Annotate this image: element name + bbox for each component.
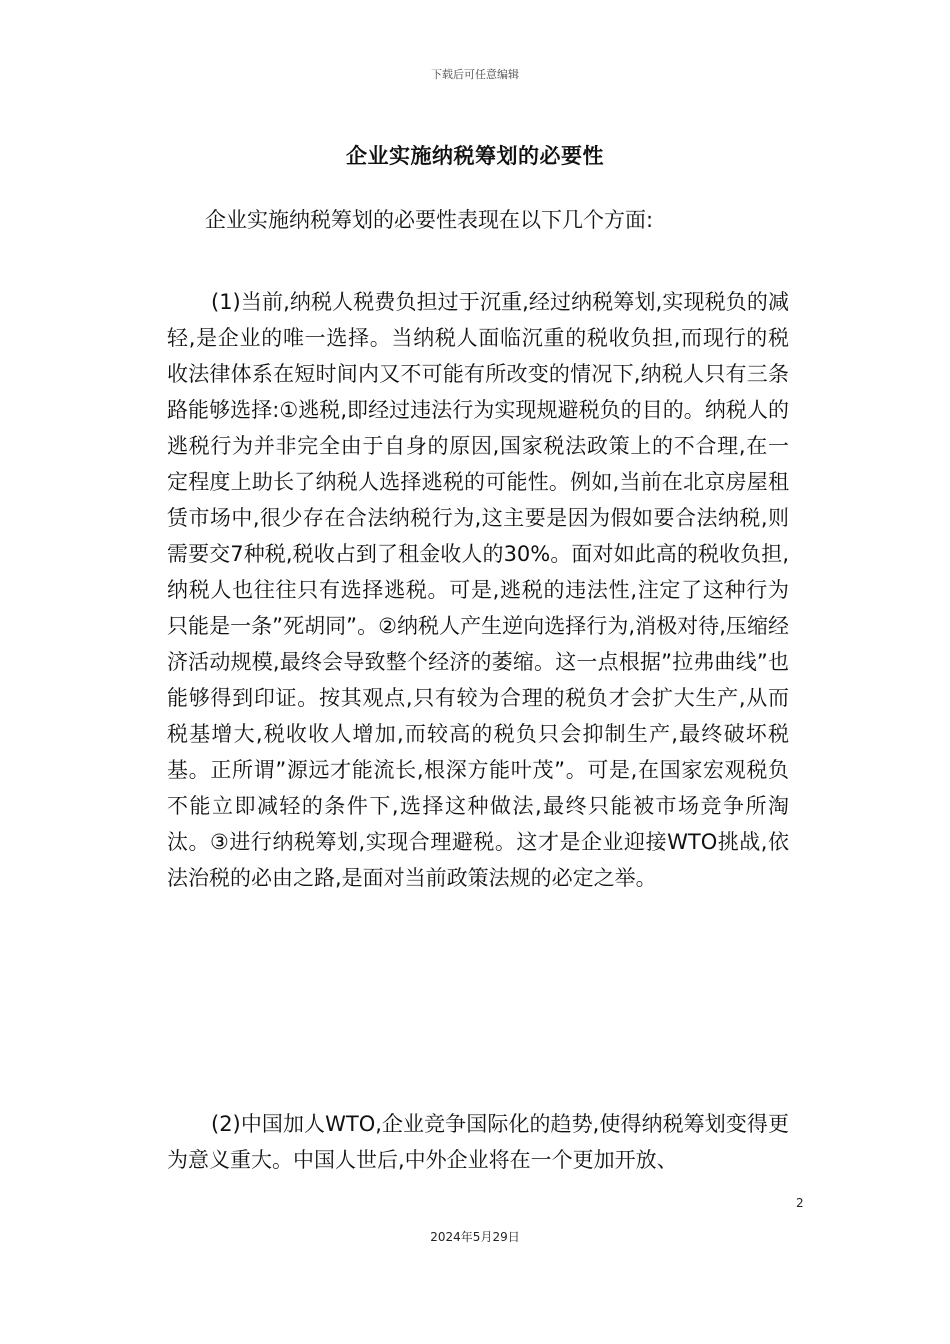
header-note: 下载后可任意编辑 [431, 68, 519, 81]
page-number: 2 [796, 1196, 804, 1210]
intro-paragraph: 企业实施纳税筹划的必要性表现在以下几个方面: [205, 208, 654, 232]
document-title: 企业实施纳税筹划的必要性 [346, 144, 604, 168]
body-paragraph-1: (1)当前,纳税人税费负担过于沉重,经过纳税筹划,实现税负的减轻,是企业的唯一选择。当纳税人面临沉重的税收负担,而现行的税收法律体系在短时间内又不可能有所改变的情况下,纳税人只有三条路能够选择:①逃税,即经过违法行为实现规避税负的目的。纳税人的逃税行为并非完全由于自身的原因,国家税法政策上的不合理,在一定程度上助长了纳税人选择逃税的可能性。例如,当前在北京房屋租赁市场中,很少存在合法纳税行为,这主要是因为假如要合法纳税,则需要交7种税,税收占到了租金收人的30%。面对如此高的税收负担,纳税人也往往只有选择逃税。可是,逃税的违法性,注定了这种行为只能是一条”死胡同”。②纳税人产生逆向选择行为,消极对待,压缩经济活动规模,最终会导致整个经济的萎缩。这一点根据”拉弗曲线”也能够得到印证。按其观点,只有较为合理的税负才会扩大生产,从而税基增大,税收收人增加,而较高的税负只会抑制生产,最终破坏税基。正所谓”源远才能流长,根深方能叶茂”。可是,在国家宏观税负不能立即减轻的条件下,选择这种做法,最终只能被市场竞争所淘汰。③进行纳税筹划,实现合理避税。这才是企业迎接WTO挑战,依法治税的必由之路,是面对当前政策法规的必定之举。 [167, 290, 789, 890]
footer-date: 2024年5月29日 [430, 1230, 520, 1244]
body-paragraph-2: (2)中国加人WTO,企业竞争国际化的趋势,使得纳税筹划变得更为意义重大。中国人世后,中外企业将在一个更加开放、 [167, 1112, 789, 1172]
